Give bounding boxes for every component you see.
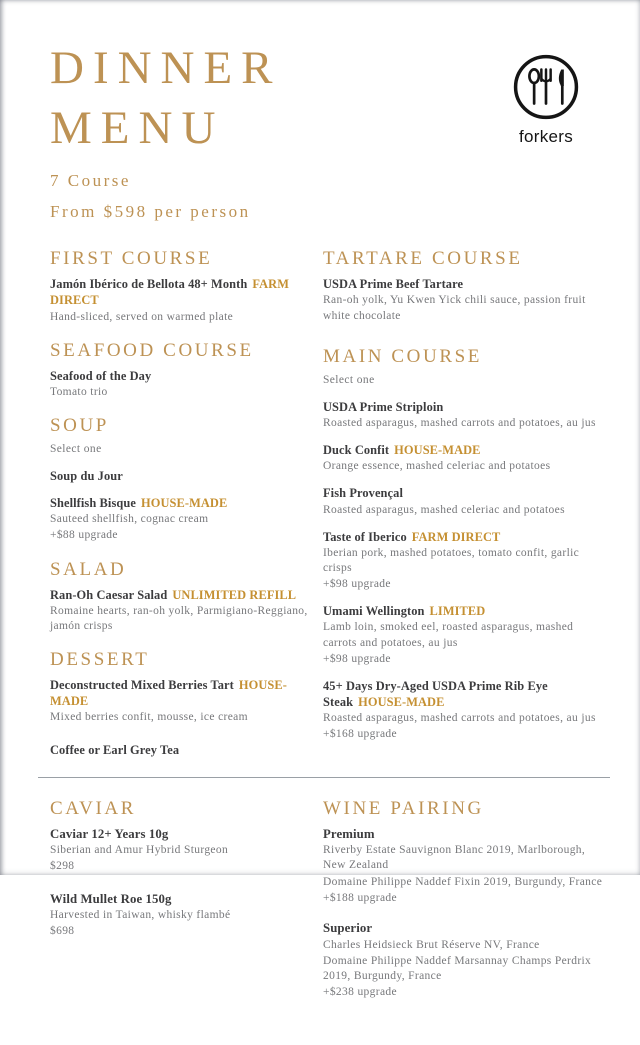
menu-item — [50, 587, 323, 634]
item-upgrade: +$168 upgrade — [323, 728, 397, 741]
title-block — [50, 38, 282, 222]
section-heading: WINE PAIRING — [323, 797, 484, 819]
item-tag: FARM DIRECT — [411, 529, 501, 544]
menu-item — [323, 678, 614, 743]
section-heading: MAIN COURSE — [323, 345, 482, 367]
menu-item — [323, 399, 614, 431]
price-subtitle: From $598 per person — [50, 202, 251, 222]
wine-column — [323, 798, 616, 1016]
select-note: Select one — [50, 443, 102, 456]
menu-item — [50, 368, 323, 400]
item-name: Taste of Iberico FARM DIRECT — [323, 529, 501, 544]
item-name: Wild Mullet Roe 150g — [50, 891, 172, 906]
supplement-columns — [50, 798, 616, 1016]
item-desc: Riverby Estate Sauvignon Blanc 2019, Marlborough, New Zealand — [323, 844, 586, 872]
menu-item — [50, 742, 323, 758]
item-desc: Orange essence, mashed celeriac and potatoes — [323, 460, 551, 473]
item-name: Shellfish Bisque HOUSE-MADE — [50, 496, 228, 511]
item-price: $298 — [50, 860, 75, 873]
section-seafood-course — [50, 340, 323, 400]
item-upgrade: +$238 upgrade — [323, 986, 397, 999]
item-desc: Hand-sliced, served on warmed plate — [50, 310, 234, 323]
item-name: Seafood of the Day — [50, 368, 152, 383]
item-name: Coffee or Earl Grey Tea — [50, 742, 180, 757]
section-heading: SOUP — [50, 415, 109, 437]
item-desc: Iberian pork, mashed potatoes, tomato confit, garlic crisps — [323, 546, 580, 574]
utensils-icon — [513, 54, 579, 120]
item-tag: FARM DIRECT — [50, 277, 289, 308]
item-desc: Roasted asparagus, mashed carrots and potatoes, au jus — [323, 712, 596, 725]
right-column — [323, 248, 616, 772]
menu-item — [50, 495, 323, 543]
item-tag: UNLIMITED REFILL — [172, 587, 297, 602]
menu-item — [323, 485, 614, 517]
menu-item — [50, 826, 323, 875]
item-desc: Harvested in Taiwan, whisky flambé — [50, 909, 231, 922]
item-desc: Siberian and Amur Hybrid Sturgeon — [50, 844, 229, 857]
title-line-1: DINNER — [50, 42, 282, 94]
item-tag: HOUSE-MADE — [394, 443, 481, 458]
menu-item — [323, 826, 614, 906]
item-desc: Roasted asparagus, mashed celeriac and potatoes — [323, 503, 565, 516]
left-column — [50, 248, 323, 772]
menu-item — [50, 468, 323, 484]
brand-logo — [498, 54, 594, 147]
section-heading: SALAD — [50, 558, 127, 580]
item-name: Jamón Ibérico de Bellota 48+ Month FARM DIRECT — [50, 277, 289, 308]
item-desc: Lamb loin, smoked eel, roasted asparagus, mashed carrots and potatoes, au jus — [323, 621, 574, 649]
menu-item — [323, 920, 614, 1000]
section-heading: FIRST COURSE — [50, 248, 213, 270]
section-soup — [50, 415, 323, 544]
menu-item — [50, 891, 323, 940]
item-tag: HOUSE-MADE — [50, 678, 287, 709]
menu-item — [323, 603, 614, 667]
menu-columns — [50, 248, 616, 772]
item-desc: Mixed berries confit, mousse, ice cream — [50, 711, 248, 724]
section-tartare-course — [323, 248, 614, 323]
item-name: 45+ Days Dry-Aged USDA Prime Rib Eye Steak HOUSE-MADE — [323, 678, 548, 710]
item-desc: Tomato trio — [50, 385, 108, 398]
item-desc: Domaine Philippe Naddef Fixin 2019, Burgundy, France — [323, 875, 603, 888]
item-upgrade: +$98 upgrade — [323, 652, 391, 665]
item-desc: Domaine Philippe Naddef Marsannay Champs Perdrix 2019, Burgundy, France — [323, 954, 592, 982]
menu-item — [50, 276, 323, 324]
course-count-subtitle: 7 Course — [50, 171, 131, 191]
item-tag: HOUSE-MADE — [358, 695, 445, 710]
section-heading: SEAFOOD COURSE — [50, 339, 254, 361]
item-name: Duck Confit HOUSE-MADE — [323, 443, 481, 458]
item-price: $698 — [50, 925, 75, 938]
title-line-2: MENU — [50, 102, 225, 155]
menu-header — [50, 38, 616, 222]
section-dessert — [50, 649, 323, 758]
page-title — [50, 38, 282, 158]
section-salad — [50, 559, 323, 634]
menu-item — [323, 529, 614, 593]
caviar-column — [50, 798, 323, 1016]
section-main-course — [323, 346, 614, 743]
item-name: Caviar 12+ Years 10g — [50, 826, 169, 841]
section-heading: CAVIAR — [50, 797, 136, 819]
item-name: Superior — [323, 920, 373, 935]
item-desc: Charles Heidsieck Brut Réserve NV, France — [323, 938, 540, 951]
brand-name: forkers — [518, 127, 574, 146]
item-name: Premium — [323, 826, 375, 841]
item-name: Fish Provençal — [323, 486, 403, 501]
item-desc: Sauteed shellfish, cognac cream — [50, 513, 209, 526]
item-upgrade: +$188 upgrade — [323, 891, 397, 904]
section-heading: DESSERT — [50, 649, 150, 671]
item-tag: HOUSE-MADE — [140, 496, 228, 511]
item-name: USDA Prime Striploin — [323, 399, 444, 414]
section-divider — [38, 777, 610, 778]
item-tag: LIMITED — [429, 604, 486, 619]
item-name: Ran-Oh Caesar Salad UNLIMITED REFILL — [50, 587, 297, 602]
select-note: Select one — [323, 373, 375, 386]
item-name: Soup du Jour — [50, 469, 123, 484]
section-wine-pairing — [323, 798, 614, 1001]
item-desc: Ran-oh yolk, Yu Kwen Yick chili sauce, passion fruit white chocolate — [323, 294, 586, 322]
item-upgrade: +$88 upgrade — [50, 529, 118, 542]
item-name: Deconstructed Mixed Berries Tart HOUSE-MADE — [50, 678, 287, 709]
item-upgrade: +$98 upgrade — [323, 578, 391, 591]
item-name: Umami Wellington LIMITED — [323, 604, 486, 619]
section-first-course — [50, 248, 323, 324]
menu-item — [50, 677, 323, 725]
menu-item — [323, 442, 614, 474]
section-caviar — [50, 798, 323, 940]
item-desc: Romaine hearts, ran-oh yolk, Parmigiano-Reggiano, jamón crisps — [50, 604, 308, 632]
item-name: USDA Prime Beef Tartare — [323, 277, 464, 292]
menu-item — [323, 276, 614, 323]
item-desc: Roasted asparagus, mashed carrots and potatoes, au jus — [323, 416, 596, 429]
section-heading: TARTARE COURSE — [323, 248, 523, 270]
